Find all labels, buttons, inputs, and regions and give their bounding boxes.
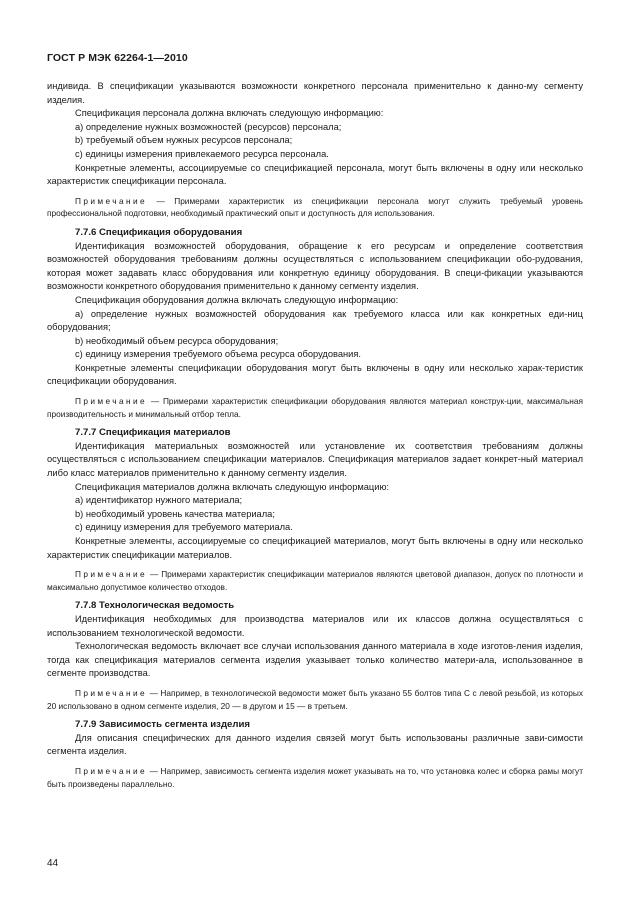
section-heading: 7.7.8 Технологическая ведомость — [75, 600, 235, 612]
paragraph: Спецификация оборудования должна включать следующую информацию: — [75, 294, 399, 305]
note-label: Примечание — [75, 765, 148, 776]
note-text: — Примерами характеристик спецификации материалов являются цветовой диапазон, допуск по плотности и максимально допустимое количество отходов. — [47, 569, 583, 592]
list-item: b) требуемый объем нужных ресурсов персонала; — [75, 135, 293, 146]
paragraph: Конкретные элементы спецификации оборудования могут быть включены в одну или несколько харак-теристик спецификации оборудования. — [47, 362, 583, 387]
note-label: Примечание — [75, 396, 148, 407]
paragraph: Идентификация материальных возможностей или установление их соответствия требованиям должны осуществляться с использованием спецификации материалов. Спецификация материалов задает конкрет-ный материал либо класс материалов применительно к данному сегменту изделия. — [47, 440, 583, 479]
note — [47, 568, 583, 593]
page-number: 44 — [47, 858, 59, 869]
note — [47, 687, 583, 712]
paragraph: Идентификация необходимых для производства материалов или их классов должна осуществляться с использованием технологической ведомости. — [47, 613, 583, 638]
section-heading: 7.7.7 Спецификация материалов — [75, 427, 231, 439]
list-item: a) определение нужных возможностей оборудования как требуемого класса или как конкретных еди-ниц оборудования; — [47, 308, 583, 333]
list-item: a) идентификатор нужного материала; — [75, 495, 243, 506]
document-header: ГОСТ Р МЭК 62264-1—2010 — [47, 52, 188, 64]
note-text: — Например, в технологической ведомости может быть указано 55 болтов типа С с левой резьбой, из которых 20 использовано в одном сегменте изделия, 20 — в другом и 15 — в третьем. — [47, 687, 583, 711]
note-label: Примечание — [75, 687, 148, 698]
note-text: — Примерами характеристик из спецификации персонала могут служить требуемый уровень профессиональной подготовки, необходимый практический опыт и доступность для использования. — [47, 195, 583, 219]
list-item: b) необходимый уровень качества материала; — [75, 508, 275, 519]
note — [47, 195, 583, 220]
note-text: — Например, зависимость сегмента изделия может указывать на то, что установка колес и сборка рамы могут быть произведены параллельно. — [47, 765, 583, 789]
paragraph: Для описания специфических для данного изделия связей могут быть использованы различные зави-симости сегмента изделия. — [47, 732, 583, 757]
page-body — [47, 80, 583, 796]
list-item: a) определение нужных возможностей (ресурсов) персонала; — [75, 121, 342, 132]
paragraph: Технологическая ведомость включает все случаи использования данного материала в ходе изготов-ления изделия, тогда как спецификация материалов сегмента изделия указывает только количество матери-ала, использованное в сегменте производства. — [47, 641, 583, 679]
note — [47, 765, 583, 790]
paragraph: Идентификация возможностей оборудования, обращение к его ресурсам и определение соответствия возможностей оборудования требованиям должны осуществляться с использованием спецификации обо-рудования, которая может задавать класс оборудования или конкретную единицу оборудования. В специ-фикации указываются возможности конкретного оборудования применительно к данному сегменту изделия. — [47, 240, 583, 292]
paragraph: индивида. В спецификации указываются возможности конкретного персонала применительно к данно-му сегменту изделия. — [47, 81, 583, 105]
list-item: c) единицу измерения для требуемого материала. — [75, 522, 293, 533]
note-text: — Примерами характеристик спецификации оборудования являются материал конструк-ции, максимальная производительность и минимальный отбор тепла. — [47, 396, 583, 419]
paragraph: Конкретные элементы, ассоциируемые со спецификацией персонала, могут быть включены в одну или несколько характеристик спецификации персонала. — [47, 162, 583, 187]
list-item: b) необходимый объем ресурса оборудования; — [75, 335, 279, 346]
note-label: Примечание — [75, 195, 148, 206]
section-heading: 7.7.6 Спецификация оборудования — [75, 226, 243, 238]
section-heading: 7.7.9 Зависимость сегмента изделия — [75, 719, 250, 731]
note — [47, 395, 583, 420]
paragraph: Спецификация материалов должна включать следующую информацию: — [75, 481, 390, 492]
paragraph: Спецификация персонала должна включать следующую информацию: — [75, 108, 384, 119]
note-label: Примечание — [75, 569, 148, 580]
list-item: c) единицу измерения требуемого объема ресурса оборудования. — [75, 349, 361, 360]
paragraph: Конкретные элементы, ассоциируемые со спецификацией материалов, могут быть включены в одну или несколько характеристик спецификации материалов. — [47, 536, 583, 560]
list-item: c) единицы измерения привлекаемого ресурса персонала. — [75, 148, 329, 159]
